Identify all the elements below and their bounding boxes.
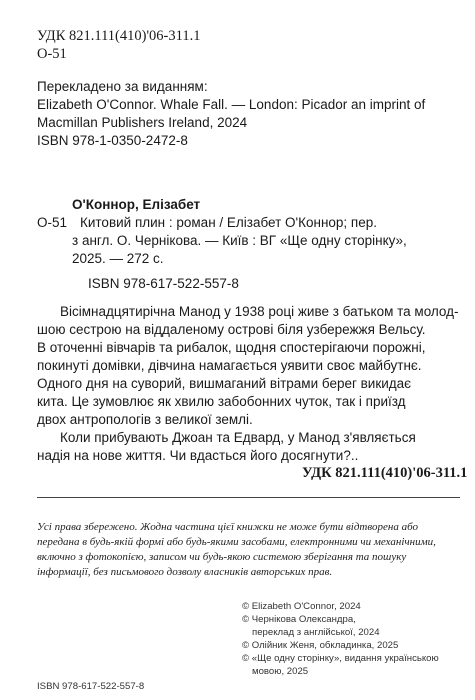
udk-code: УДК 821.111(410)'06-311.1 <box>37 28 201 44</box>
translation-label: Перекладено за виданням: <box>37 79 208 94</box>
bbk-code: О-51 <box>37 46 67 62</box>
footer-isbn: ISBN 978-617-522-557-8 <box>37 681 145 692</box>
annotation-line: Коли прибувають Джоан та Едвард, у Манод з'являється <box>60 430 416 445</box>
catalog-description-line-1: Китовий плин : роман / Елізабет О'Коннор; пер. <box>80 215 378 230</box>
original-edition-line-2: Macmillan Publishers Ireland, 2024 <box>37 115 248 130</box>
rights-line: включно з фотокопією, записом чи будь-якою системою зберігання та пошуку <box>37 551 407 563</box>
rights-line: Усі права збережено. Жодна частина цієї книжки не може бути відтворена або <box>37 521 418 533</box>
original-isbn: ISBN 978-1-0350-2472-8 <box>37 133 188 148</box>
annotation-line: покинуті домівки, дівчина намагається уявити своє майбутнє. <box>37 358 422 373</box>
section-divider <box>37 497 460 498</box>
copyright-line: © «Ще одну сторінку», видання українською <box>242 653 439 664</box>
catalog-author-heading: О'Коннор, Елізабет <box>72 197 201 212</box>
annotation-line: Вісімнадцятирічна Манод у 1938 році живе з батьком та молод- <box>60 304 459 319</box>
annotation-line: надія на нове життя. Чи вдасться його досягнути?.. <box>37 448 359 463</box>
copyright-line: мовою, 2025 <box>252 666 309 677</box>
catalog-description-line-2: з англ. О. Чернікова. — Київ : ВГ «Ще одну сторінку», <box>72 233 407 248</box>
copyright-line: © Elizabeth O'Connor, 2024 <box>242 601 361 612</box>
copyright-line: переклад з англійської, 2024 <box>252 627 380 638</box>
copyright-line: © Олійник Женя, обкладинка, 2025 <box>242 640 399 651</box>
annotation-line: Одного дня на суворий, вишмаганий вітрами берег викидає <box>37 376 412 391</box>
annotation-udk: УДК 821.111(410)'06-311.1 <box>302 465 468 481</box>
original-edition-line-1: Elizabeth O'Connor. Whale Fall. — London: Picador an imprint of <box>37 97 426 112</box>
catalog-isbn: ISBN 978-617-522-557-8 <box>88 276 239 291</box>
catalog-code: О-51 <box>37 215 68 230</box>
annotation-line: кита. Це зумовлює як хвилю забобонних чуток, так і приїзд <box>37 394 406 409</box>
annotation-line: двох антропологів з великої землі. <box>37 412 253 427</box>
copyright-line: © Чернікова Олександра, <box>242 614 356 625</box>
catalog-description-line-3: 2025. — 272 с. <box>72 251 164 266</box>
rights-line: передана в будь-якій формі або будь-якими засобами, електронними чи механічними, <box>37 536 436 548</box>
annotation-line: В оточенні вівчарів та рибалок, щодня спостерігаючи порожні, <box>37 340 426 355</box>
annotation-line: шою сестрою на віддаленому острові біля узбережжя Вельсу. <box>37 322 426 337</box>
rights-line: інформації, без письмового дозволу власників авторських прав. <box>37 566 333 578</box>
